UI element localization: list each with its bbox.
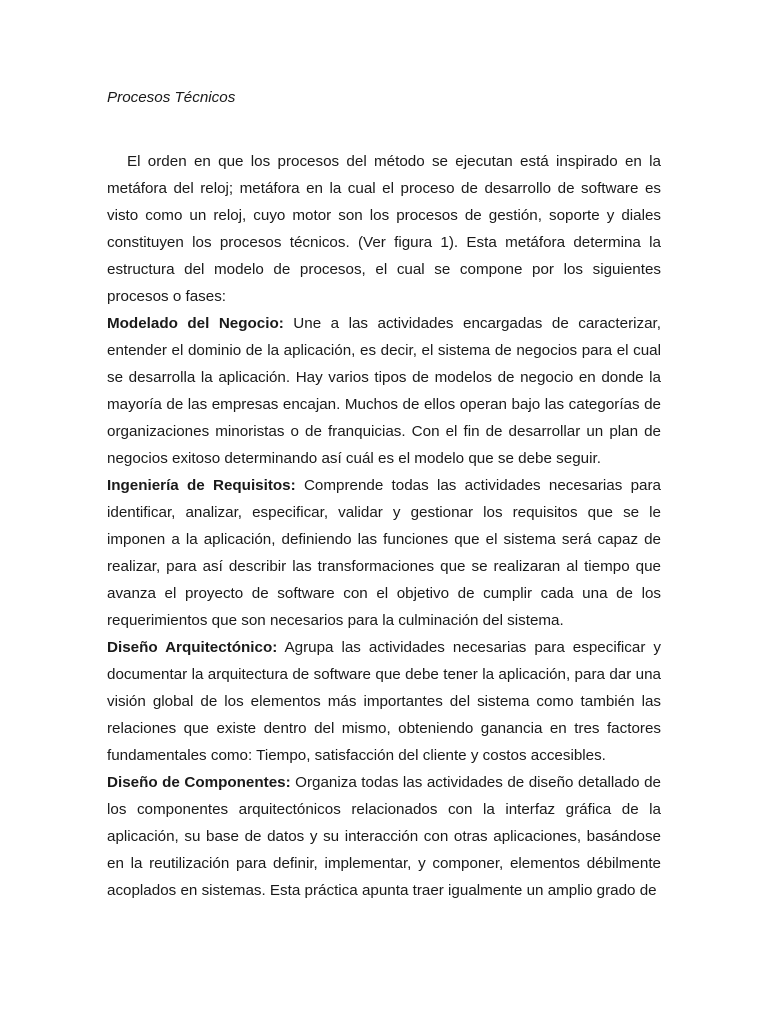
section-term: Diseño de Componentes: xyxy=(107,774,291,791)
document-page xyxy=(107,84,661,904)
section-text: Comprende todas las actividades necesarias para identificar, analizar, especificar, validar y gestionar los requisitos que se le imponen a la aplicación, definiendo las funciones que el sistema será capaz de realizar, para así describir las transformaciones que se realizaran al tiempo que avanza el proyecto de software con el objetivo de cumplir cada una de los requerimientos que son necesarios para la culminación del sistema. xyxy=(107,477,661,629)
section-term: Modelado del Negocio: xyxy=(107,315,284,332)
intro-paragraph: El orden en que los procesos del método se ejecutan está inspirado en la metáfora del reloj; metáfora en la cual el proceso de desarrollo de software es visto como un reloj, cuyo motor son los procesos de gestión, soporte y diales constituyen los procesos técnicos. (Ver figura 1). Esta metáfora determina la estructura del modelo de procesos, el cual se compone por los siguientes procesos o fases: xyxy=(107,153,661,305)
section-paragraph-requisitos xyxy=(107,472,661,634)
section-text: Une a las actividades encargadas de caracterizar, entender el dominio de la aplicación, es decir, el sistema de negocios para el cual se desarrolla la aplicación. Hay varios tipos de modelos de negocio en donde la mayoría de las empresas encajan. Muchos de ellos operan bajo las categorías de organizaciones minoristas o de franquicias. Con el fin de desarrollar un plan de negocios exitoso determinando así cuál es el modelo que se debe seguir. xyxy=(107,315,661,467)
section-paragraph-modelado xyxy=(107,310,661,472)
section-text: Agrupa las actividades necesarias para especificar y documentar la arquitectura de software que debe tener la aplicación, para dar una visión global de los elementos más importantes del sistema como también las relaciones que existe dentro del mismo, obteniendo ganancia en tres factores fundamentales como: Tiempo, satisfacción del cliente y costos accesibles. xyxy=(107,639,661,764)
section-text: Organiza todas las actividades de diseño detallado de los componentes arquitectónicos relacionados con la interfaz gráfica de la aplicación, su base de datos y su interacción con otras aplicaciones, basándose en la reutilización para definir, implementar, y componer, elementos débilmente acoplados en sistemas. Esta práctica apunta traer igualmente un amplio grado de xyxy=(107,774,661,899)
section-paragraph-componentes xyxy=(107,769,661,904)
section-heading: Procesos Técnicos xyxy=(107,89,236,106)
section-term: Diseño Arquitectónico: xyxy=(107,639,278,656)
section-paragraph-arquitectonico xyxy=(107,634,661,769)
section-term: Ingeniería de Requisitos: xyxy=(107,477,296,494)
